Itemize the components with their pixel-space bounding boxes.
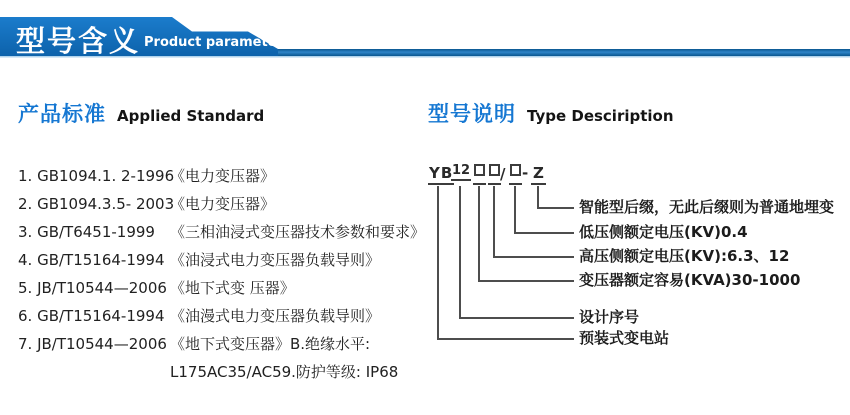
placeholder-box-icon <box>474 164 485 176</box>
standard-title: 《油浸式电力变压器负载导则》 <box>170 251 381 269</box>
model-code-prefix: YB <box>428 163 454 185</box>
applied-standard-title-cn: 产品标准 <box>18 102 106 126</box>
model-code-slash: / <box>500 165 506 183</box>
applied-standard-header <box>18 98 264 128</box>
model-code-suffix: Z <box>531 163 546 185</box>
standard-code: 4. GB/T15164-1994 <box>18 251 165 269</box>
annotation-design-serial: 设计序号 <box>579 308 640 326</box>
page-title: 型号含义 <box>16 24 141 58</box>
model-code-design-no: 12 <box>451 159 471 181</box>
standard-code: 7. JB/T10544—2006 <box>18 335 167 353</box>
standard-title: 《地下式变压器》B.绝缘水平: <box>170 335 371 353</box>
placeholder-box-icon <box>510 164 521 176</box>
model-code-dash: - <box>522 164 529 182</box>
placeholder-box-icon <box>489 164 500 176</box>
type-description-title-en: Type Desciription <box>527 107 674 125</box>
page-subtitle: Product parameters <box>144 35 291 50</box>
annotation-smart-suffix: 智能型后缀，无此后缀则为普通地埋变 <box>579 198 835 216</box>
standard-title: 《电力变压器》 <box>170 195 276 213</box>
standard-item <box>18 246 420 274</box>
standard-title: 《地下式变 压器》 <box>170 279 295 297</box>
standard-title: 《油漫式电力变压器负载导则》 <box>170 307 381 325</box>
standard-item-continuation: L175AC35/AC59.防护等级: IP68 <box>170 363 399 381</box>
type-description-header <box>428 98 674 128</box>
standard-item <box>18 330 420 358</box>
type-description-title-cn: 型号说明 <box>428 102 516 126</box>
annotation-rated-capacity: 变压器额定容易(KVA)30-1000 <box>579 271 801 289</box>
applied-standard-title-en: Applied Standard <box>117 107 265 125</box>
annotation-hv-voltage: 高压侧额定电压(KV):6.3、12 <box>579 247 790 265</box>
model-code-box <box>509 161 522 185</box>
model-code <box>428 156 558 185</box>
standard-item <box>18 218 426 246</box>
annotation-prefab-substation: 预装式变电站 <box>579 329 670 347</box>
standard-item <box>18 190 420 218</box>
standard-item <box>18 162 420 190</box>
standard-title: 《三相油浸式变压器技术参数和要求》 <box>170 223 426 241</box>
standard-item <box>18 274 420 302</box>
standard-code: 5. JB/T10544—2006 <box>18 279 167 297</box>
connector-line-suffix <box>537 186 574 209</box>
model-code-box <box>473 161 486 185</box>
standard-code: 2. GB1094.3.5- 2003 <box>18 195 175 213</box>
standards-list <box>18 162 426 386</box>
standard-code: 1. GB1094.1. 2-1996 <box>18 167 175 185</box>
standard-item <box>18 302 420 330</box>
annotation-lv-voltage: 低压侧额定电压(KV)0.4 <box>579 223 748 241</box>
standard-title: 《电力变压器》 <box>170 167 276 185</box>
standard-code: 6. GB/T15164-1994 <box>18 307 165 325</box>
standard-code: 3. GB/T6451-1999 <box>18 223 155 241</box>
